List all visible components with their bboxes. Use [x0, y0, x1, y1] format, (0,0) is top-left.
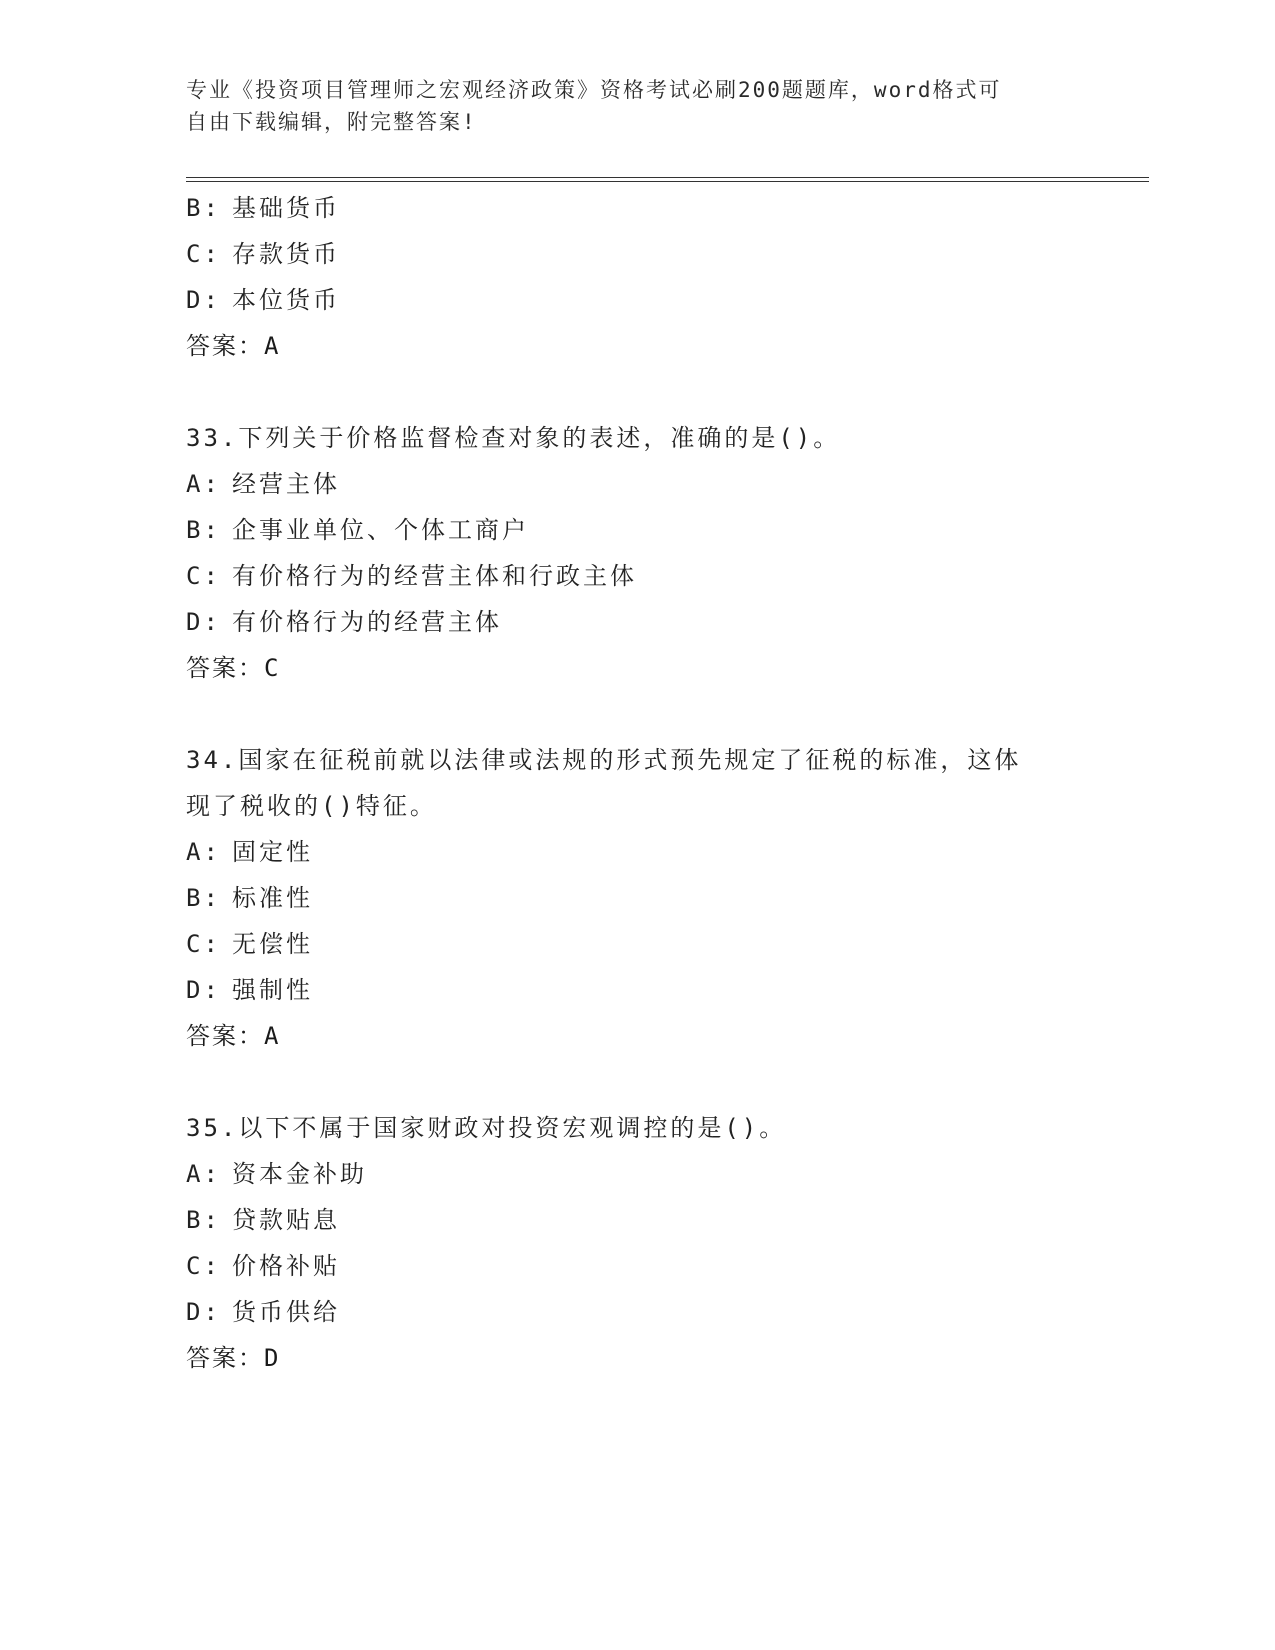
question-stem-line-1: 34.国家在征税前就以法律或法规的形式预先规定了征税的标准，这体	[186, 746, 1022, 774]
spacer	[186, 1059, 1086, 1105]
question-stem-line-2: 现了税收的()特征。	[186, 792, 437, 820]
option-c	[186, 921, 1086, 967]
option-key: A:	[186, 838, 221, 866]
option-text: 企事业单位、个体工商户	[232, 516, 529, 544]
option-key: B:	[186, 194, 221, 222]
option-key: B:	[186, 884, 221, 912]
question-list	[186, 185, 1086, 1381]
option-text: 贷款贴息	[232, 1206, 340, 1234]
option-key: D:	[186, 286, 221, 314]
option-key: A:	[186, 470, 221, 498]
option-text: 固定性	[232, 838, 313, 866]
question-35	[186, 1105, 1086, 1381]
option-text: 经营主体	[232, 470, 340, 498]
option-text: 标准性	[232, 884, 313, 912]
option-key: C:	[186, 240, 221, 268]
option-key: D:	[186, 608, 221, 636]
answer-line: 答案：D	[186, 1344, 281, 1372]
option-d	[186, 967, 1086, 1013]
option-text: 本位货币	[232, 286, 340, 314]
option-key: C:	[186, 930, 221, 958]
option-c	[186, 1243, 1086, 1289]
question-stem: 35.以下不属于国家财政对投资宏观调控的是()。	[186, 1114, 787, 1142]
question-stem: 33.下列关于价格监督检查对象的表述，准确的是()。	[186, 424, 841, 452]
option-key: C:	[186, 562, 221, 590]
option-text: 基础货币	[232, 194, 340, 222]
option-d	[186, 599, 1086, 645]
option-text: 无偿性	[232, 930, 313, 958]
spacer	[186, 369, 1086, 415]
option-text: 资本金补助	[232, 1160, 367, 1188]
option-text: 货币供给	[232, 1298, 340, 1326]
header-rule-top	[186, 177, 1149, 178]
option-a	[186, 1151, 1086, 1197]
header-title-line-1: 专业《投资项目管理师之宏观经济政策》资格考试必刷200题题库，word格式可	[186, 78, 1002, 102]
option-d	[186, 1289, 1086, 1335]
answer-line: 答案：A	[186, 1022, 281, 1050]
header-rule-bottom	[186, 181, 1149, 182]
document-header	[186, 74, 1086, 138]
option-b	[186, 1197, 1086, 1243]
option-text: 有价格行为的经营主体和行政主体	[232, 562, 637, 590]
header-title-line-2: 自由下载编辑，附完整答案!	[186, 110, 477, 134]
question-32-continued	[186, 185, 1086, 369]
option-b	[186, 185, 1086, 231]
option-b	[186, 875, 1086, 921]
option-text: 强制性	[232, 976, 313, 1004]
option-text: 价格补贴	[232, 1252, 340, 1280]
option-c	[186, 553, 1086, 599]
option-text: 存款货币	[232, 240, 340, 268]
option-text: 有价格行为的经营主体	[232, 608, 502, 636]
question-33	[186, 415, 1086, 691]
option-c	[186, 231, 1086, 277]
option-b	[186, 507, 1086, 553]
option-key: A:	[186, 1160, 221, 1188]
option-a	[186, 829, 1086, 875]
question-34	[186, 737, 1086, 1059]
answer-line: 答案：C	[186, 654, 281, 682]
spacer	[186, 691, 1086, 737]
answer-line: 答案：A	[186, 332, 281, 360]
option-key: B:	[186, 1206, 221, 1234]
option-key: C:	[186, 1252, 221, 1280]
option-key: B:	[186, 516, 221, 544]
option-key: D:	[186, 1298, 221, 1326]
option-d	[186, 277, 1086, 323]
option-a	[186, 461, 1086, 507]
option-key: D:	[186, 976, 221, 1004]
